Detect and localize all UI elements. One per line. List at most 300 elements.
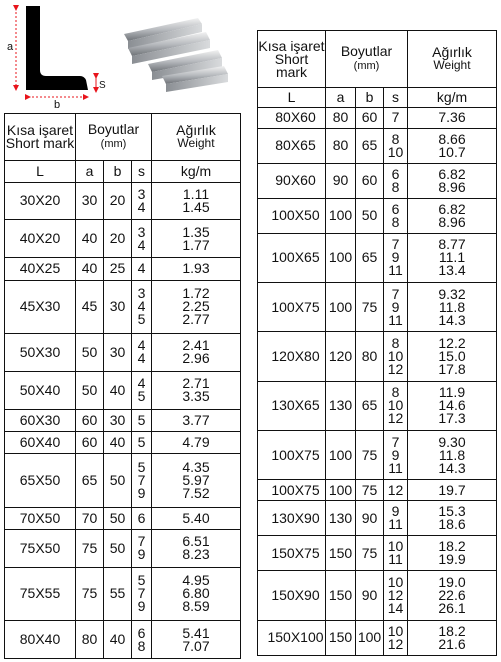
thickness-value: 11	[388, 459, 403, 476]
weight-value: 7.52	[182, 485, 210, 501]
thickness-cell	[132, 280, 152, 333]
weight-value: 17.8	[438, 361, 466, 378]
col-header-kgm: kg/m	[408, 88, 497, 108]
weight-cell	[408, 381, 497, 430]
dim-b-cell: 60	[356, 107, 384, 128]
thickness-value: 9	[391, 249, 400, 266]
symbol-row	[258, 88, 497, 108]
weight-value: 8.59	[182, 598, 210, 615]
angle-spec-table-left	[4, 113, 241, 659]
dim-a-cell: 150	[326, 571, 356, 620]
short-mark-cell: 40X20	[5, 220, 76, 258]
thickness-cell	[384, 283, 408, 332]
thickness-cell	[384, 571, 408, 620]
short-mark-cell: 50X40	[5, 371, 76, 409]
thickness-value: 8	[391, 130, 400, 147]
dim-b-cell: 50	[104, 530, 132, 568]
thickness-value: 11	[388, 262, 403, 279]
weight-value: 19.9	[438, 551, 466, 568]
short-mark-cell: 100X50	[258, 198, 326, 233]
dim-b-cell: 40	[104, 431, 132, 453]
weight-cell	[408, 620, 497, 655]
weight-cell	[408, 332, 497, 381]
mark-header	[258, 31, 326, 88]
short-mark-cell: 100X65	[258, 233, 326, 282]
thickness-value: 7	[137, 585, 146, 602]
thickness-value: 8	[391, 335, 400, 352]
table-row	[5, 258, 241, 280]
weight-value: 4.79	[182, 434, 210, 451]
angle-profile-diagram	[4, 4, 112, 108]
table-row	[5, 333, 241, 371]
table-row	[258, 283, 497, 332]
weight-cell	[408, 283, 497, 332]
dim-a-cell: 45	[76, 280, 104, 333]
weight-header-en: Weight	[433, 58, 471, 72]
weight-value: 7.36	[438, 109, 466, 126]
thickness-value: 9	[391, 503, 400, 520]
weight-value: 2.25	[182, 298, 210, 315]
thickness-cell	[384, 501, 408, 536]
weight-cell	[152, 333, 241, 371]
weight-value: 11.8	[438, 298, 466, 315]
weight-value: 2.77	[182, 311, 210, 328]
dim-a-cell: 40	[76, 220, 104, 258]
weight-value: 17.3	[438, 410, 466, 427]
thickness-value: 4	[137, 298, 146, 315]
thickness-value: 12	[387, 410, 404, 427]
weight-cell	[408, 480, 497, 501]
table-row	[5, 371, 241, 409]
thickness-value: 9	[391, 446, 400, 463]
header-row	[5, 114, 241, 161]
thickness-cell	[132, 621, 152, 659]
thickness-value: 11	[388, 551, 403, 568]
weight-value: 15.3	[438, 503, 466, 520]
dim-a-cell: 100	[326, 431, 356, 480]
thickness-value: 12	[387, 635, 404, 652]
short-mark-cell: 60X30	[5, 409, 76, 431]
weight-value: 19.7	[438, 481, 466, 498]
dim-a-cell: 60	[76, 431, 104, 453]
table-row	[5, 220, 241, 258]
weight-value: 11.1	[438, 249, 466, 266]
thickness-value: 4	[137, 375, 146, 392]
dim-a-cell: 40	[76, 258, 104, 280]
short-mark-cell: 150X90	[258, 571, 326, 620]
dimensions-header	[326, 31, 408, 88]
dim-b-cell: 20	[104, 182, 132, 220]
dimensions-unit: (mm)	[100, 138, 127, 151]
thickness-value: 4	[137, 260, 146, 277]
weight-value: 9.30	[438, 433, 466, 450]
weight-value: 6.80	[182, 585, 210, 602]
mark-header-en: Short mark	[5, 135, 75, 152]
dim-a-cell: 100	[326, 283, 356, 332]
thickness-value: 9	[137, 546, 146, 563]
dim-b-cell: 65	[356, 128, 384, 163]
angle-spec-table-right	[257, 30, 497, 656]
weight-value: 5.97	[182, 472, 210, 488]
mark-header	[5, 114, 76, 161]
dim-b-cell: 50	[104, 454, 132, 507]
dim-a-cell: 30	[76, 182, 104, 220]
col-header-L: L	[5, 161, 76, 182]
table-row	[5, 409, 241, 431]
thickness-value: 3	[137, 185, 146, 202]
table-row	[258, 332, 497, 381]
thickness-cell	[384, 128, 408, 163]
weight-cell	[152, 621, 241, 659]
thickness-value: 9	[391, 298, 400, 315]
thickness-value: 10	[387, 622, 404, 639]
thickness-value: 4	[137, 350, 146, 367]
thickness-cell	[132, 507, 152, 529]
dim-b-cell: 90	[356, 571, 384, 620]
col-header-L: L	[258, 88, 326, 108]
thickness-cell	[132, 258, 152, 280]
dim-a-label: a	[7, 41, 14, 53]
weight-value: 1.72	[182, 285, 210, 302]
dim-a-cell: 70	[76, 507, 104, 529]
thickness-value: 9	[137, 485, 146, 501]
weight-header-tr: Ağırlık	[432, 44, 472, 60]
weight-cell	[408, 431, 497, 480]
thickness-cell	[132, 431, 152, 453]
dim-a-cell: 75	[76, 567, 104, 620]
dim-b-cell: 25	[104, 258, 132, 280]
thickness-value: 5	[137, 388, 146, 405]
thickness-value: 11	[388, 516, 403, 533]
mark-header-en: Short mark	[274, 50, 309, 80]
thickness-cell	[384, 536, 408, 571]
weight-value: 26.1	[438, 600, 466, 617]
weight-value: 6.82	[438, 165, 466, 182]
weight-value: 5.41	[182, 624, 210, 641]
thickness-value: 5	[137, 434, 146, 451]
weight-value: 18.2	[438, 622, 466, 639]
thickness-value: 3	[137, 223, 146, 240]
thickness-value: 14	[387, 600, 404, 617]
thickness-cell	[384, 381, 408, 430]
table-row	[5, 280, 241, 333]
weight-cell	[152, 220, 241, 258]
dim-b-cell: 30	[104, 280, 132, 333]
dim-a-cell: 80	[326, 107, 356, 128]
weight-value: 22.6	[438, 587, 466, 604]
dim-b-cell: 75	[356, 283, 384, 332]
weight-value: 8.66	[438, 130, 466, 147]
weight-cell	[408, 571, 497, 620]
weight-value: 6.51	[182, 533, 210, 550]
thickness-value: 8	[391, 213, 400, 230]
dim-b-cell: 30	[104, 409, 132, 431]
short-mark-cell: 150X100	[258, 620, 326, 655]
weight-value: 18.2	[438, 538, 466, 555]
weight-value: 9.32	[438, 285, 466, 302]
thickness-value: 12	[387, 587, 404, 604]
weight-value: 4.95	[182, 572, 210, 589]
dim-b-cell: 75	[356, 431, 384, 480]
weight-cell	[408, 107, 497, 128]
weight-value: 8.23	[182, 546, 210, 563]
weight-value: 8.77	[438, 236, 466, 253]
dim-a-cell: 100	[326, 198, 356, 233]
thickness-cell	[384, 431, 408, 480]
weight-value: 2.41	[182, 337, 210, 354]
table-row	[5, 454, 241, 507]
weight-cell	[152, 409, 241, 431]
thickness-value: 8	[391, 178, 400, 195]
thickness-value: 7	[137, 533, 146, 550]
col-header-b: b	[356, 88, 384, 108]
table-row	[258, 233, 497, 282]
thickness-value: 9	[137, 598, 146, 615]
thickness-cell	[132, 454, 152, 507]
dim-a-cell: 150	[326, 536, 356, 571]
weight-header-tr: Ağırlık	[176, 122, 216, 139]
thickness-value: 10	[387, 348, 404, 365]
dim-a-cell: 50	[76, 333, 104, 371]
table-row	[258, 571, 497, 620]
col-header-kgm: kg/m	[152, 161, 241, 182]
short-mark-cell: 120X80	[258, 332, 326, 381]
short-mark-cell: 45X30	[5, 280, 76, 333]
short-mark-cell: 75X50	[5, 530, 76, 568]
short-mark-cell: 100X75	[258, 283, 326, 332]
weight-cell	[152, 530, 241, 568]
short-mark-cell: 50X30	[5, 333, 76, 371]
table-row	[5, 507, 241, 529]
weight-cell	[408, 198, 497, 233]
weight-value: 15.0	[438, 348, 466, 365]
dim-a-cell: 100	[326, 480, 356, 501]
thickness-value: 4	[137, 337, 146, 354]
dim-b-cell: 65	[356, 381, 384, 430]
dim-b-cell: 75	[356, 536, 384, 571]
dim-a-cell: 90	[326, 163, 356, 198]
thickness-cell	[132, 220, 152, 258]
weight-value: 14.6	[438, 397, 466, 414]
thickness-value: 11	[388, 311, 403, 328]
thickness-value: 6	[391, 200, 400, 217]
dimensions-unit: (mm)	[353, 60, 380, 72]
thickness-value: 12	[387, 481, 404, 498]
thickness-cell	[132, 567, 152, 620]
weight-value: 5.40	[182, 509, 210, 526]
short-mark-cell: 60X40	[5, 431, 76, 453]
thickness-value: 5	[137, 411, 146, 428]
thickness-value: 5	[137, 311, 146, 328]
weight-value: 19.0	[438, 574, 466, 591]
table-row	[258, 536, 497, 571]
dim-a-cell: 80	[326, 128, 356, 163]
dim-b-cell: 40	[104, 371, 132, 409]
dim-a-cell: 50	[76, 371, 104, 409]
weight-cell	[152, 371, 241, 409]
thickness-value: 10	[387, 397, 404, 414]
dim-a-cell: 150	[326, 620, 356, 655]
weight-cell	[408, 128, 497, 163]
thickness-value: 7	[391, 433, 400, 450]
weight-cell	[152, 507, 241, 529]
table-row	[258, 431, 497, 480]
thickness-value: 10	[387, 143, 404, 160]
thickness-cell	[132, 333, 152, 371]
dim-b-cell: 80	[356, 332, 384, 381]
weight-value: 11.9	[438, 384, 466, 401]
dim-b-cell: 40	[104, 621, 132, 659]
weight-cell	[152, 567, 241, 620]
dimensions-header	[76, 114, 152, 161]
weight-value: 1.11	[182, 185, 210, 202]
dim-b-cell: 55	[104, 567, 132, 620]
short-mark-cell: 90X60	[258, 163, 326, 198]
weight-value: 14.3	[438, 459, 466, 476]
dim-b-cell: 20	[104, 220, 132, 258]
short-mark-cell: 40X25	[5, 258, 76, 280]
dim-a-cell: 130	[326, 381, 356, 430]
thickness-value: 3	[137, 285, 146, 302]
table-row	[258, 163, 497, 198]
weight-header	[152, 114, 241, 161]
thickness-value: 8	[137, 637, 146, 654]
angle-bars-photo	[118, 14, 230, 102]
thickness-cell	[384, 163, 408, 198]
weight-value: 14.3	[438, 311, 466, 328]
col-header-a: a	[76, 161, 104, 182]
short-mark-cell: 130X65	[258, 381, 326, 430]
thickness-value: 6	[137, 624, 146, 641]
dim-a-cell: 130	[326, 501, 356, 536]
thickness-value: 6	[137, 509, 146, 526]
weight-cell	[152, 431, 241, 453]
header-row	[258, 31, 497, 88]
thickness-cell	[132, 371, 152, 409]
thickness-cell	[384, 233, 408, 282]
weight-value: 2.71	[182, 375, 210, 392]
weight-cell	[152, 280, 241, 333]
weight-value: 18.6	[438, 516, 466, 533]
short-mark-cell: 100X75	[258, 431, 326, 480]
thickness-value: 7	[391, 236, 400, 253]
short-mark-cell: 70X50	[5, 507, 76, 529]
dimensions-header-tr: Boyutlar	[340, 43, 393, 59]
thickness-value: 5	[137, 459, 146, 475]
weight-value: 8.96	[438, 178, 466, 195]
thickness-cell	[384, 480, 408, 501]
dim-b-cell: 30	[104, 333, 132, 371]
weight-value: 12.2	[438, 335, 466, 352]
dim-b-cell: 60	[356, 163, 384, 198]
thickness-cell	[132, 409, 152, 431]
col-header-s: s	[384, 88, 408, 108]
table-row	[5, 431, 241, 453]
short-mark-cell: 130X90	[258, 501, 326, 536]
thickness-value: 7	[391, 285, 400, 302]
table-row	[5, 621, 241, 659]
thickness-value: 7	[391, 109, 400, 126]
thickness-cell	[384, 620, 408, 655]
thickness-value: 10	[387, 574, 404, 591]
weight-value: 1.93	[182, 260, 210, 277]
weight-header	[408, 31, 497, 88]
short-mark-cell: 75X55	[5, 567, 76, 620]
weight-value: 4.35	[182, 459, 210, 475]
weight-cell	[408, 536, 497, 571]
short-mark-cell: 80X40	[5, 621, 76, 659]
table-row	[5, 182, 241, 220]
dim-b-cell: 90	[356, 501, 384, 536]
weight-value: 13.4	[438, 262, 466, 279]
table-row	[258, 480, 497, 501]
table-row	[258, 128, 497, 163]
dim-s-label: S	[99, 80, 106, 91]
weight-value: 6.82	[438, 200, 466, 217]
short-mark-cell: 80X60	[258, 107, 326, 128]
thickness-value: 4	[137, 236, 146, 253]
dim-a-cell: 100	[326, 233, 356, 282]
weight-value: 11.8	[438, 446, 466, 463]
dim-a-cell: 80	[76, 621, 104, 659]
weight-cell	[152, 182, 241, 220]
weight-cell	[408, 501, 497, 536]
dim-b-cell: 75	[356, 480, 384, 501]
weight-value: 3.35	[182, 388, 210, 405]
mark-header-tr: Kısa işaret	[6, 122, 74, 139]
dim-b-cell: 50	[104, 507, 132, 529]
thickness-value: 7	[137, 472, 146, 488]
dim-a-cell: 120	[326, 332, 356, 381]
table-row	[258, 501, 497, 536]
weight-header-en: Weight	[177, 136, 215, 151]
dim-b-cell: 100	[356, 620, 384, 655]
thickness-value: 10	[387, 538, 404, 555]
weight-cell	[152, 454, 241, 507]
dim-b-cell: 50	[356, 198, 384, 233]
col-header-a: a	[326, 88, 356, 108]
symbol-row	[5, 161, 241, 182]
short-mark-cell: 65X50	[5, 454, 76, 507]
dim-b-cell: 65	[356, 233, 384, 282]
table-row	[258, 107, 497, 128]
weight-value: 3.77	[182, 411, 210, 428]
dim-a-cell: 65	[76, 454, 104, 507]
angle-shape	[26, 6, 88, 90]
weight-cell	[408, 233, 497, 282]
short-mark-cell: 30X20	[5, 182, 76, 220]
thickness-cell	[384, 107, 408, 128]
thickness-cell	[132, 530, 152, 568]
dim-b-label: b	[54, 99, 61, 108]
weight-cell	[408, 163, 497, 198]
weight-value: 1.35	[182, 223, 210, 240]
thickness-cell	[384, 198, 408, 233]
mark-header-tr: Kısa işaret	[258, 37, 325, 54]
col-header-b: b	[104, 161, 132, 182]
short-mark-cell: 150X75	[258, 536, 326, 571]
thickness-value: 5	[137, 572, 146, 589]
dimensions-header-tr: Boyutlar	[87, 121, 140, 138]
dim-a-cell: 60	[76, 409, 104, 431]
weight-value: 1.77	[182, 236, 210, 253]
table-row	[258, 381, 497, 430]
short-mark-cell: 100X75	[258, 480, 326, 501]
table-row	[5, 530, 241, 568]
thickness-value: 6	[391, 165, 400, 182]
weight-value: 10.7	[438, 143, 466, 160]
weight-value: 7.07	[182, 637, 210, 654]
